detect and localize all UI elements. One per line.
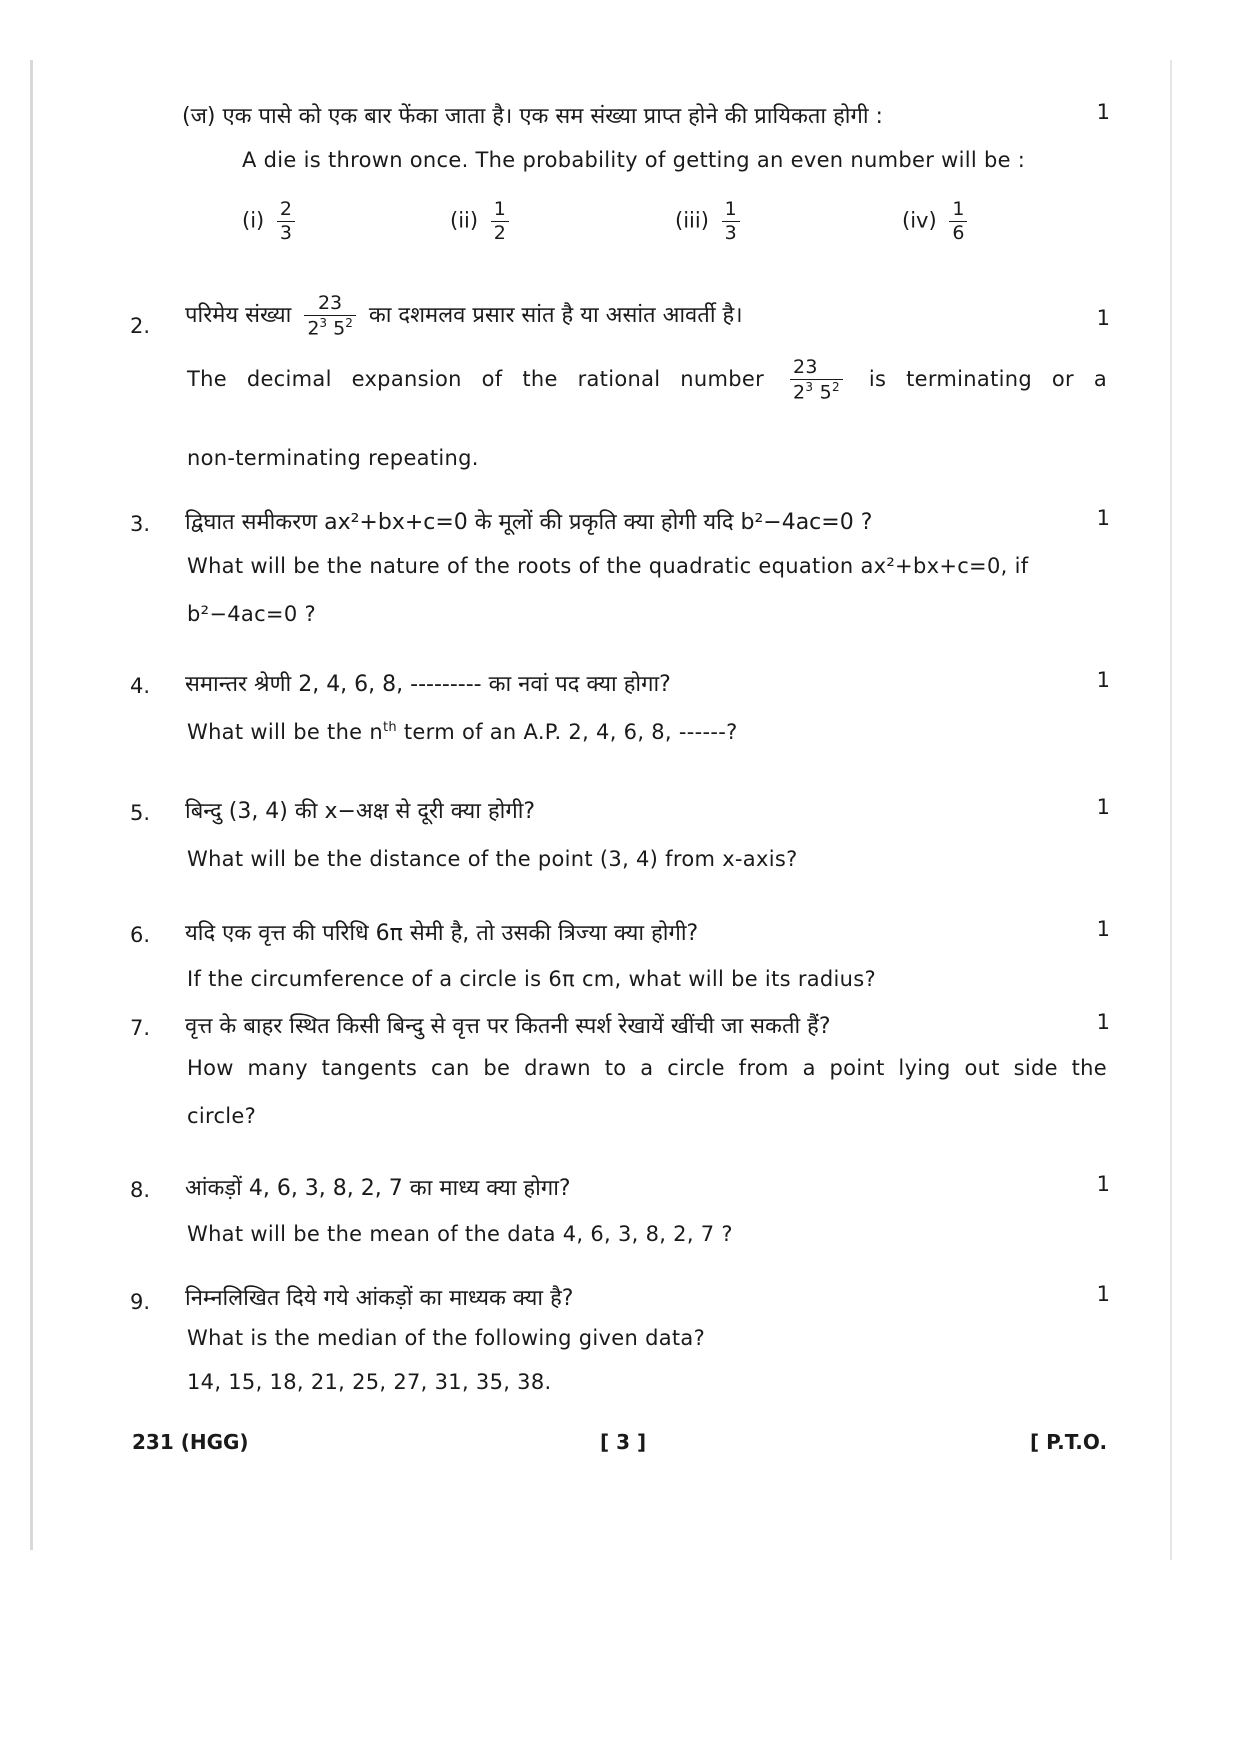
fraction-numerator-en: 23	[790, 356, 843, 380]
question-4-english-pre: What will be the n	[187, 720, 383, 744]
option-ii-label: (ii)	[450, 208, 479, 233]
question-9	[130, 1282, 1110, 1412]
question-2-english	[187, 356, 1107, 404]
option-i-denominator: 3	[279, 221, 293, 244]
question-3	[130, 506, 1110, 636]
option-ii	[450, 198, 515, 245]
option-iv-fraction	[949, 198, 967, 245]
question-1j-english: A die is thrown once. The probability of getting an even number will be :	[242, 148, 1026, 172]
question-4-english	[187, 720, 738, 744]
question-7-number: 7.	[130, 1016, 151, 1040]
option-i	[242, 198, 301, 245]
question-9-marks: 1	[1096, 1282, 1110, 1306]
option-iv-numerator: 1	[949, 198, 967, 222]
den-base-5: 5	[333, 317, 346, 340]
question-1j-marks: 1	[1096, 100, 1110, 124]
question-2-hindi	[185, 292, 743, 340]
question-1j	[130, 100, 1110, 260]
question-7-marks: 1	[1096, 1010, 1110, 1034]
den-exp-2-en: 2	[832, 379, 840, 394]
question-1j-label: (ज)	[182, 104, 216, 129]
option-ii-numerator: 1	[491, 198, 509, 222]
option-iii-denominator: 3	[724, 221, 737, 244]
den-exp-2: 2	[345, 315, 353, 330]
option-i-fraction	[277, 198, 295, 245]
question-3-number: 3.	[130, 512, 151, 536]
question-3-hindi: द्विघात समीकरण ax²+bx+c=0 के मूलों की प्रकृति क्या होगी यदि b²−4ac=0 ?	[185, 510, 873, 535]
option-iv-label: (iv)	[902, 208, 937, 233]
option-iv-denominator: 6	[952, 221, 965, 244]
question-4-number: 4.	[130, 674, 151, 698]
question-4-english-sup: th	[382, 720, 397, 735]
den-base-5-en: 5	[819, 381, 832, 404]
question-5-hindi: बिन्दु (3, 4) की x−अक्ष से दूरी क्या होगी?	[185, 799, 536, 824]
den-base-2-en: 2	[792, 381, 806, 404]
option-iii-fraction	[722, 198, 740, 245]
option-ii-fraction	[491, 198, 509, 245]
question-2-fraction	[304, 292, 356, 340]
option-iv	[902, 198, 973, 245]
question-6-number: 6.	[130, 923, 151, 947]
question-6-marks: 1	[1096, 917, 1110, 941]
question-8-marks: 1	[1096, 1172, 1110, 1196]
question-3-marks: 1	[1096, 506, 1110, 530]
option-iii-numerator: 1	[722, 198, 740, 222]
footer-page-number: [ 3 ]	[600, 1430, 647, 1454]
question-2-english-post: is terminating or a	[868, 366, 1107, 391]
question-2-marks: 1	[1096, 306, 1110, 330]
question-5-marks: 1	[1096, 795, 1110, 819]
option-ii-denominator: 2	[493, 221, 506, 244]
question-5-english: What will be the distance of the point (3, 4) from x-axis?	[187, 847, 798, 871]
fraction-numerator: 23	[304, 292, 356, 316]
option-iii	[675, 198, 746, 245]
question-6	[130, 917, 1110, 997]
question-3-english-line1: What will be the nature of the roots of the quadratic equation ax²+bx+c=0, if	[187, 554, 1029, 578]
question-7-english-line2: circle?	[187, 1104, 257, 1128]
fraction-denominator	[304, 316, 356, 340]
question-5-number: 5.	[130, 801, 151, 825]
question-4	[130, 668, 1110, 758]
question-4-marks: 1	[1096, 668, 1110, 692]
option-i-label: (i)	[242, 208, 265, 233]
question-1j-hindi	[182, 100, 883, 130]
den-base-2: 2	[307, 317, 320, 340]
footer-code: 231 (HGG)	[132, 1430, 249, 1454]
question-8-number: 8.	[130, 1178, 151, 1202]
question-9-hindi: निम्नलिखित दिये गये आंकड़ों का माध्यक क्या है?	[185, 1286, 574, 1311]
question-6-english: If the circumference of a circle is 6π cm, what will be its radius?	[187, 967, 876, 991]
question-5	[130, 795, 1110, 885]
question-8-hindi: आंकड़ों 4, 6, 3, 8, 2, 7 का माध्य क्या होगा?	[185, 1176, 571, 1201]
den-exp-3-en: 3	[805, 379, 814, 394]
question-6-hindi: यदि एक वृत्त की परिधि 6π सेमी है, तो उसकी त्रिज्या क्या होगी?	[185, 921, 699, 946]
question-7-hindi: वृत्त के बाहर स्थित किसी बिन्दु से वृत्त पर कितनी स्पर्श रेखायें खींची जा सकती हैं?	[185, 1014, 831, 1039]
question-2-english-fraction	[790, 356, 843, 404]
question-2-english-line2: non-terminating repeating.	[187, 446, 479, 470]
option-i-numerator: 2	[277, 198, 295, 222]
question-8-english: What will be the mean of the data 4, 6, 3, 8, 2, 7 ?	[187, 1222, 733, 1246]
question-2-number: 2.	[130, 314, 151, 338]
fraction-denominator-en	[790, 380, 843, 404]
question-2	[130, 292, 1110, 472]
question-2-hindi-pre: परिमेय संख्या	[185, 302, 292, 328]
option-iii-label: (iii)	[675, 208, 709, 233]
question-9-data: 14, 15, 18, 21, 25, 27, 31, 35, 38.	[187, 1370, 552, 1394]
question-4-english-post: term of an A.P. 2, 4, 6, 8, ------?	[396, 720, 738, 744]
question-7	[130, 1010, 1110, 1140]
scan-edge-left	[30, 60, 33, 1550]
question-1j-hindi-text: एक पासे को एक बार फेंका जाता है। एक सम संख्या प्राप्त होने की प्रायिकता होगी :	[222, 104, 883, 129]
question-7-english-line1: How many tangents can be drawn to a circle from a point lying out side the	[187, 1056, 1107, 1080]
question-2-english-pre: The decimal expansion of the rational number	[187, 366, 765, 391]
question-3-english-line2: b²−4ac=0 ?	[187, 602, 316, 626]
question-8	[130, 1172, 1110, 1262]
footer-pto: [ P.T.O.	[1030, 1430, 1108, 1454]
question-2-hindi-post: का दशमलव प्रसार सांत है या असांत आवर्ती है।	[368, 302, 743, 328]
question-9-number: 9.	[130, 1290, 151, 1314]
den-exp-3: 3	[319, 315, 328, 330]
question-9-english: What is the median of the following given data?	[187, 1326, 706, 1350]
question-4-hindi: समान्तर श्रेणी 2, 4, 6, 8, --------- का नवां पद क्या होगा?	[185, 672, 671, 697]
scan-edge-right	[1170, 60, 1172, 1560]
